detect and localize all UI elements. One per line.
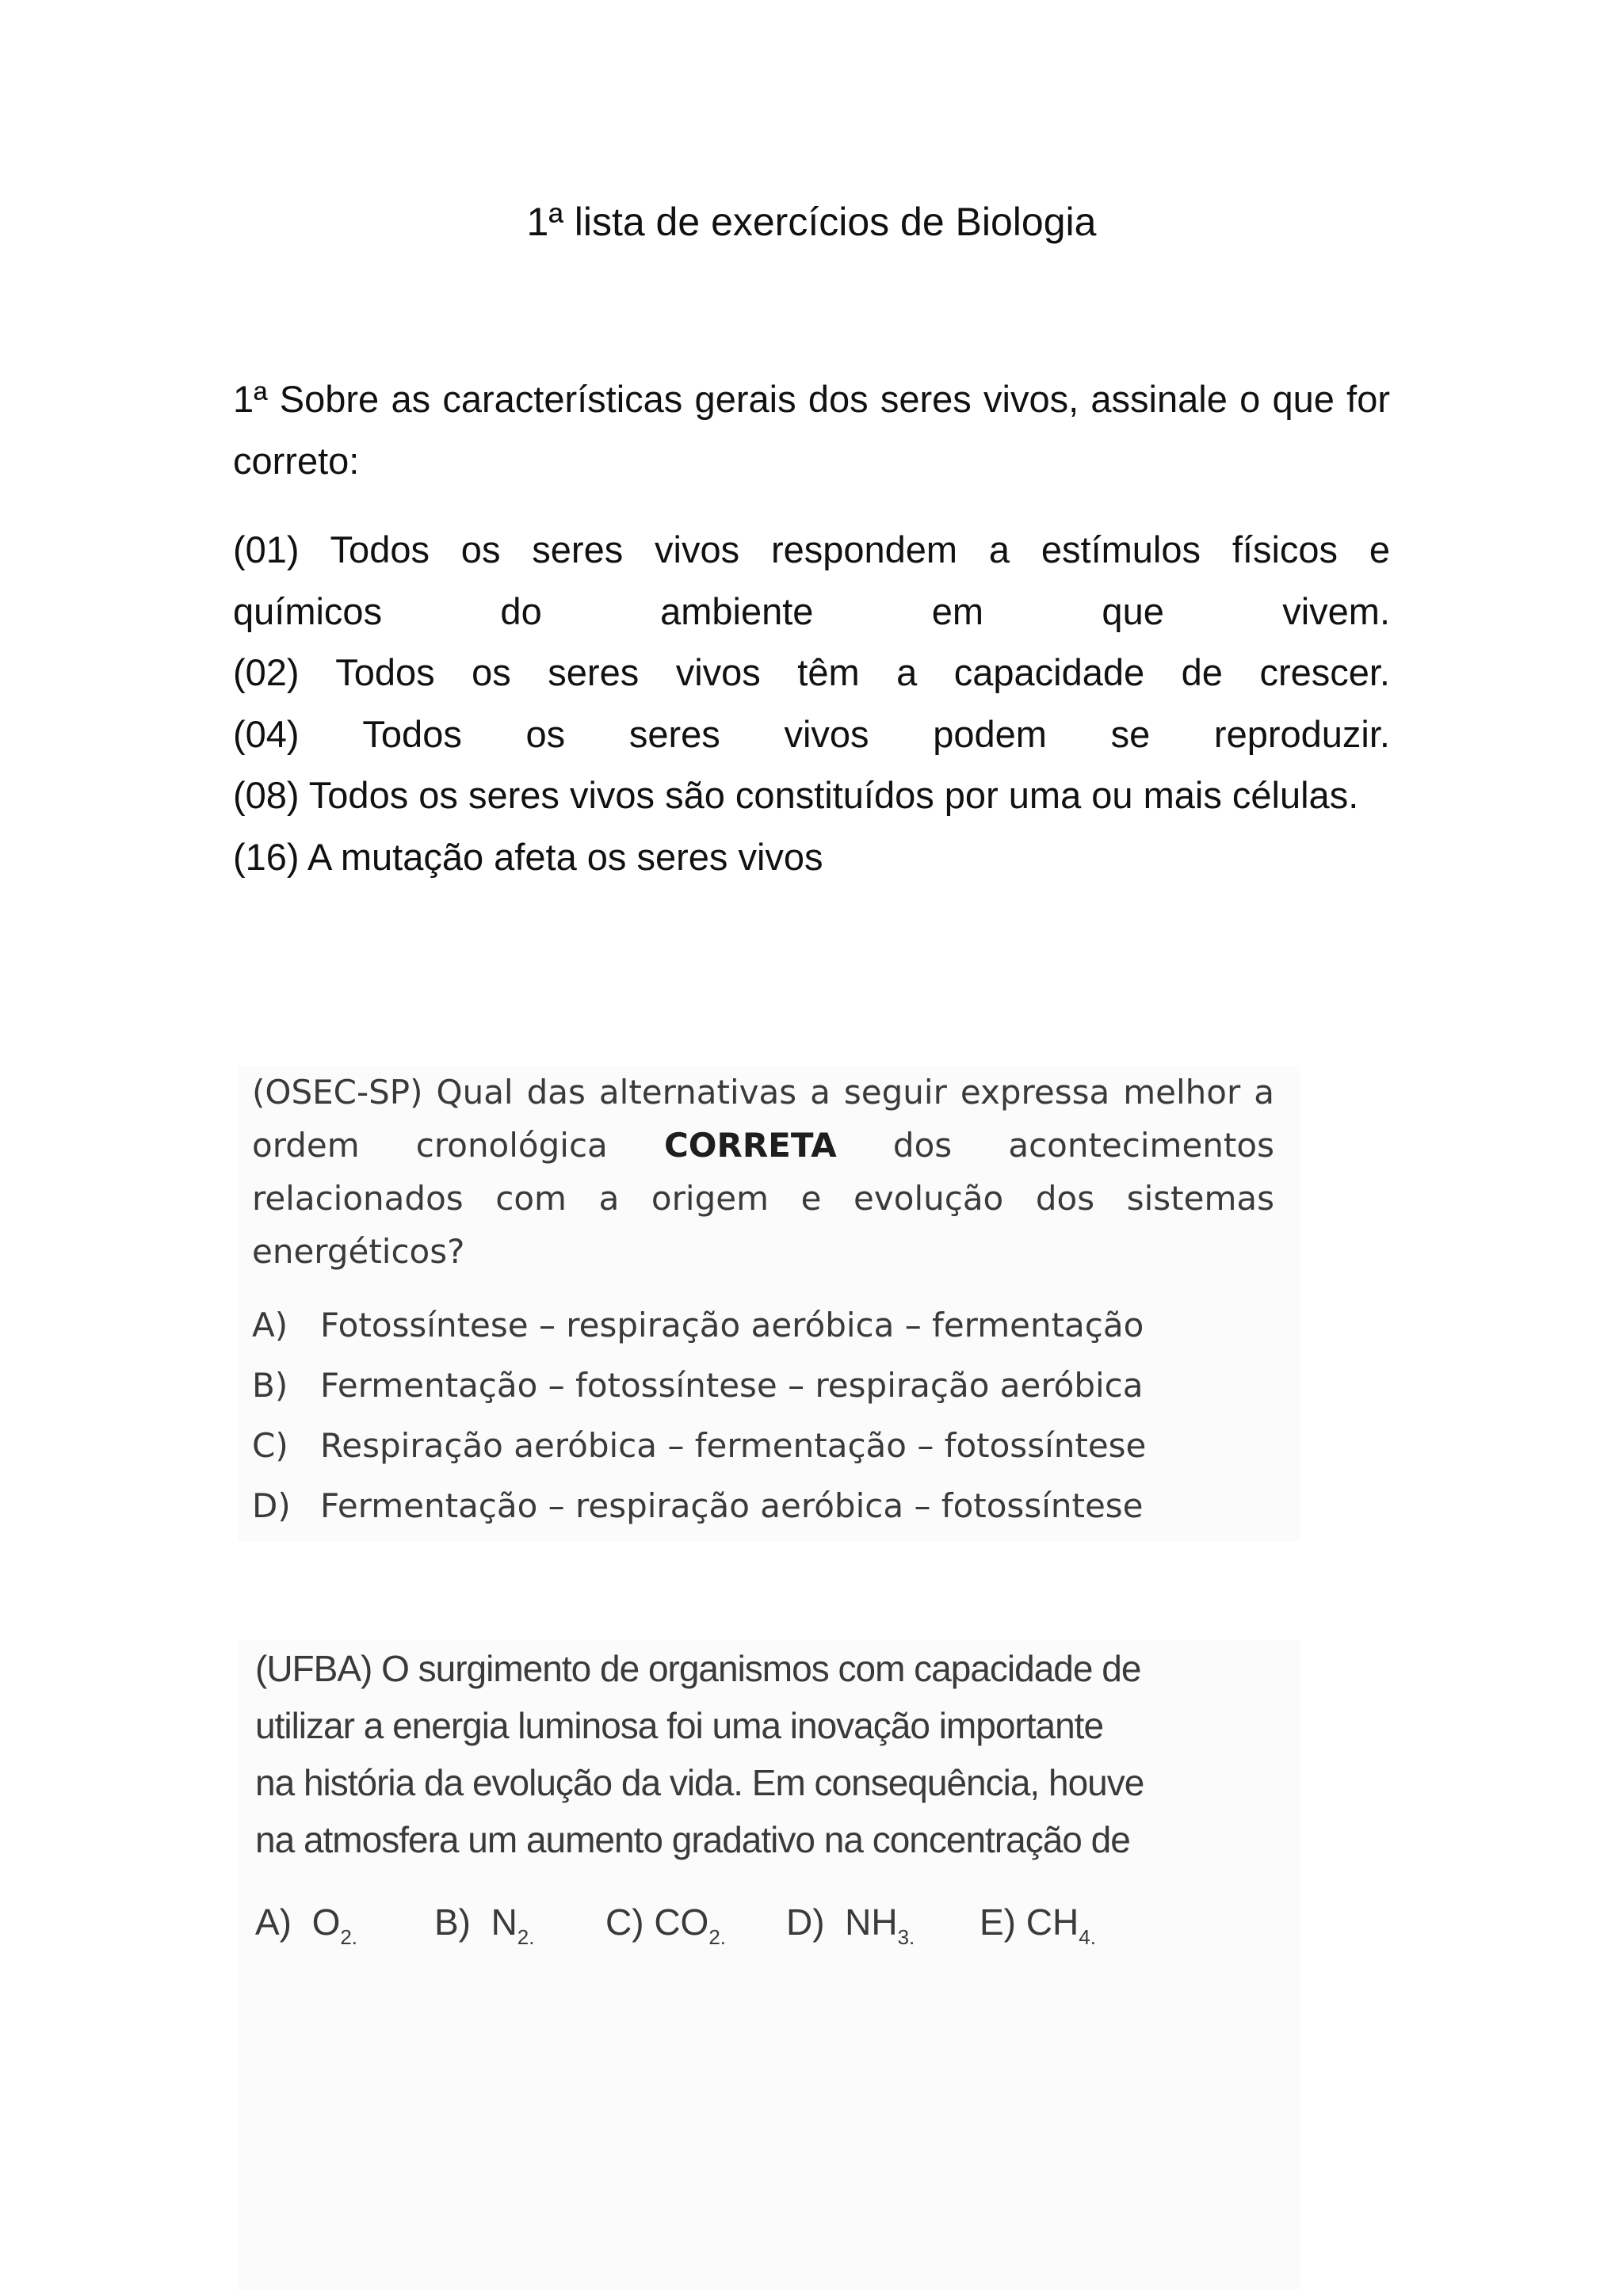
question-3-stem-line: utilizar a energia luminosa foi uma inovação importante [255, 1705, 1104, 1746]
option-letter: A) [252, 1306, 288, 1344]
question-2-options [252, 1295, 1282, 1536]
question-2-option [252, 1476, 1282, 1536]
question-2-stem [252, 1066, 1274, 1278]
option-letter: A) [255, 1901, 292, 1943]
question-3-option [605, 1894, 786, 1966]
question-1-option: químicos do ambiente em que vivem. [233, 589, 1390, 632]
option-letter: E) [980, 1901, 1016, 1943]
option-letter: D) [786, 1901, 825, 1943]
option-letter: C) [605, 1901, 644, 1943]
question-1-option: (02) Todos os seres vivos têm a capacidade de crescer. [233, 651, 1390, 693]
question-1-options [233, 519, 1390, 887]
formula-subscript: 2. [708, 1925, 727, 1949]
question-2-option [252, 1416, 1282, 1476]
page-title: 1ª lista de exercícios de Biologia [526, 200, 1097, 244]
formula-base: O [311, 1901, 341, 1943]
question-2-stem-text: (OSEC-SP) Qual das alternativas a seguir expressa melhor a ordem cronológica [252, 1073, 1274, 1165]
formula-base: NH [845, 1901, 898, 1943]
formula-subscript: 3. [897, 1925, 915, 1949]
question-2-option [252, 1356, 1282, 1416]
option-letter: D) [252, 1486, 291, 1525]
question-3-stem [255, 1640, 1206, 1868]
formula-base: CO [654, 1901, 709, 1943]
formula-base: N [491, 1901, 517, 1943]
question-3-option [786, 1894, 980, 1966]
option-text: Fermentação – fotossíntese – respiração aeróbica [320, 1366, 1144, 1405]
option-letter: C) [252, 1426, 288, 1465]
option-text: Respiração aeróbica – fermentação – fotossíntese [320, 1426, 1147, 1465]
question-1-option: (04) Todos os seres vivos podem se reproduzir. [233, 712, 1390, 755]
option-text: Fotossíntese – respiração aeróbica – fermentação [320, 1306, 1144, 1344]
question-2-stem-text: dos acontecimentos relacionados com a origem e evolução dos sistemas energéticos? [252, 1126, 1274, 1271]
formula-base: CH [1025, 1901, 1079, 1943]
question-1-option: (08) Todos os seres vivos são constituídos por uma ou mais células. [233, 774, 1359, 816]
option-letter: B) [252, 1366, 288, 1405]
question-3-stem-line: (UFBA) O surgimento de organismos com capacidade de [255, 1648, 1141, 1689]
question-3-image [238, 1640, 1300, 2290]
question-1-prompt: 1ª Sobre as características gerais dos seres vivos, assinale o que for correto: [233, 378, 1390, 482]
question-3-option [255, 1894, 434, 1966]
question-1-option: (16) A mutação afeta os seres vivos [233, 835, 823, 878]
question-2-image [238, 1066, 1300, 1541]
question-3-option [434, 1894, 605, 1966]
question-3-stem-line: na atmosfera um aumento gradativo na concentração de [255, 1819, 1130, 1860]
question-1-option: (01) Todos os seres vivos respondem a estímulos físicos e [233, 528, 1390, 570]
formula-subscript: 2. [517, 1925, 535, 1949]
option-letter: B) [434, 1901, 471, 1943]
question-2-stem-emphasis: CORRETA [663, 1126, 837, 1165]
formula-subscript: 2. [340, 1925, 358, 1949]
question-3-stem-line: na história da evolução da vida. Em consequência, houve [255, 1762, 1144, 1803]
question-3-option [980, 1894, 1096, 1966]
option-text: Fermentação – respiração aeróbica – fotossíntese [320, 1486, 1144, 1525]
formula-subscript: 4. [1079, 1925, 1096, 1949]
question-3-options [255, 1894, 1096, 1966]
question-2-option [252, 1295, 1282, 1356]
